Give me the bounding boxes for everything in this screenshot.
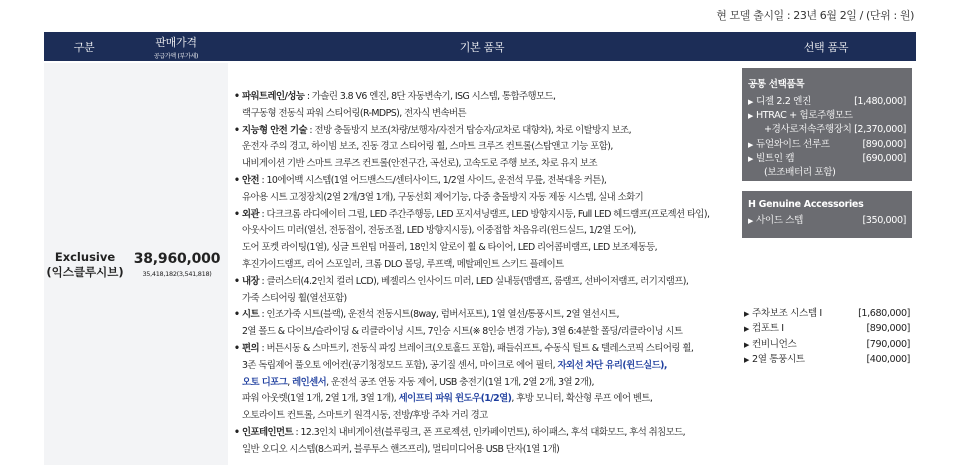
triangle-icon: ▶ <box>744 325 749 334</box>
trim-price <box>126 251 228 278</box>
triangle-icon: ▶ <box>748 98 753 106</box>
option-row: ▶ 디젤 2.2 엔진 [1,480,000] <box>748 96 906 107</box>
header-price: 판매가격 공급가액 (부가세) <box>153 35 199 60</box>
trim-grade: Exclusive (익스클루시브) <box>46 250 124 279</box>
triangle-icon: ▶ <box>748 140 753 149</box>
table-header <box>44 32 916 61</box>
basic-item-safety: • 안전 : 10에어백 시스템(1열 어드밴스드/센터사이드, 1/2열 사이드, 운전석 무릎, 전복대응 커튼), 유아용 시트 고정장치(2열 2개/3열 1개), 구동선회 제어기능, 다중 충돌방지 자동 제동 시스템, 실내 소화기 <box>234 174 644 203</box>
option-row: ▶ 주차보조 시스템 Ⅰ [1,680,000] <box>744 308 910 319</box>
common-options-box <box>742 68 912 181</box>
basic-items <box>234 89 738 459</box>
header-gubun: 구분 <box>73 40 95 54</box>
option-row: ▶ 듀얼와이드 선루프 [890,000] <box>748 138 906 150</box>
common-options-title: 공통 선택품목 <box>748 79 805 90</box>
basic-item-exterior: • 외관 : 다크크롬 라디에이터 그릴, LED 주간주행등, LED 포지셔닝램프, LED 방향지시등, Full LED 헤드램프(프로젝션 타입), 아웃사이드 미러(열선, 전동접이, 전동조절, LED 방향지시등), 이중접합 차음유리(윈드실드, 1/2열 도어), 도어 포켓 라이팅(1열), 싱글 트윈팁 머플러, 18인치 알로이 휠 & 타이어, LED 리어콤비램프, LED 보조제동등, 후진가이드램프, 리어 스포일러, 크롬 DLO 몰딩, 루프랙, 메탈페인트 스키드 플레이트 <box>234 208 710 270</box>
triangle-icon: ▶ <box>744 340 749 349</box>
option-row: ▶ 컴포트 Ⅰ [890,000] <box>744 323 910 335</box>
genuine-accessories-box <box>742 191 912 238</box>
right-margin <box>916 63 960 465</box>
triangle-icon: ▶ <box>748 217 753 225</box>
option-row: ▶ 컨비니언스 [790,000] <box>744 338 910 350</box>
price-main: 38,960,000 <box>133 251 221 267</box>
option-row: ▶ 빌트인 캠 [690,000] <box>748 152 906 164</box>
option-row: (보조배터리 포함) <box>764 166 836 178</box>
option-row: ▶ 사이드 스텝 [350,000] <box>748 215 906 226</box>
basic-item-safety-tech: • 지능형 안전 기술 : 전방 충돌방지 보조(차량/보행자/자전거 탑승자/교차로 대향차), 차로 이탈방지 보조, 운전자 주의 경고, 하이빔 보조, 진동 경고 스티어링 휠, 스마트 크루즈 컨트롤(스탑앤고 기능 포함), 내비게이션 기반 스마트 크루즈 컨트롤(안전구간, 곡선로), 고속도로 주행 보조, 차로 유지 보조 <box>234 124 632 170</box>
basic-item-powertrain: • 파워트레인/성능 : 가솔린 3.8 V6 엔진, 8단 자동변속기, ISG 시스템, 통합주행모드, 랙구동형 전동식 파워 스티어링(R-MDPS), 전자식 변속버튼 <box>234 91 556 119</box>
header-options: 선택 품목 <box>803 40 849 54</box>
basic-item-infotainment: • 인포테인먼트 : 12.3인치 내비게이션(블루링크, 폰 프로젝션, 인카페이먼트), 하이패스, 후석 대화모드, 후석 취침모드, 일반 오디오 시스템(8스피커, 블루투스 핸즈프리), 멀티미디어용 USB 단자(1열 1개) <box>234 426 686 455</box>
option-row: ▶ HTRAC + 험로주행모드 <box>748 110 853 122</box>
release-notice: 현 모델 출시일 : 23년 6월 2일 / (단위 : 원) <box>716 9 914 22</box>
genuine-accessories-title: H Genuine Accessories <box>748 199 864 210</box>
header-basic-items: 기본 품목 <box>459 40 505 54</box>
basic-item-convenience: • 편의 : 버튼시동 & 스마트키, 전동식 파킹 브레이크(오토홀드 포함), 패들쉬프트, 수동식 틸트 & 텔레스코픽 스티어링 휠, 3존 독립제어 풀오토 에어컨(공기청정모드 포함), 공기질 센서, 마이크로 에어 필터, 자외선 차단 유리(윈드실드), 오토 디포그, 레인센서, 운전석 공조 연동 자동 제어, USB 충전기(1열 1개, 2열 2개, 3열 2개), 파워 아웃렛(1열 1개, 2열 1개, 3열 1개), 세이프티 파워 윈도우(1/2열), 후방 모니터, 확산형 루프 에어 벤트, 오토라이트 컨트롤, 스마트키 원격시동, 전방/후방 주차 거리 경고 <box>234 342 694 422</box>
option-row: +경사로저속주행장치 [2,370,000] <box>764 124 906 136</box>
basic-item-seat: • 시트 : 인조가죽 시트(블랙), 운전석 전동시트(8way, 럼버서포트), 1열 열선/통풍시트, 2열 열선시트, 2열 폴드 & 다이브/슬라이딩 & 리클라이닝 시트, 7인승 시트(※ 8인승 변경 가능), 3열 6:4분할 폴딩/리클라이닝 시트 <box>234 309 683 338</box>
grade-options <box>744 306 910 368</box>
triangle-icon: ▶ <box>744 310 749 318</box>
basic-item-interior: • 내장 : 클러스터(4.2인치 컬러 LCD), 베젤리스 인사이드 미러, LED 실내등(맵램프, 룸램프, 선바이저램프, 러기지램프), 가죽 스티어링 휠(열선포함) <box>234 275 689 304</box>
option-row: ▶ 2열 통풍시트 [400,000] <box>744 354 910 366</box>
triangle-icon: ▶ <box>744 356 749 365</box>
triangle-icon: ▶ <box>748 112 753 121</box>
price-supply: 35,418,182(3,541,818) <box>142 270 212 278</box>
triangle-icon: ▶ <box>748 154 753 163</box>
